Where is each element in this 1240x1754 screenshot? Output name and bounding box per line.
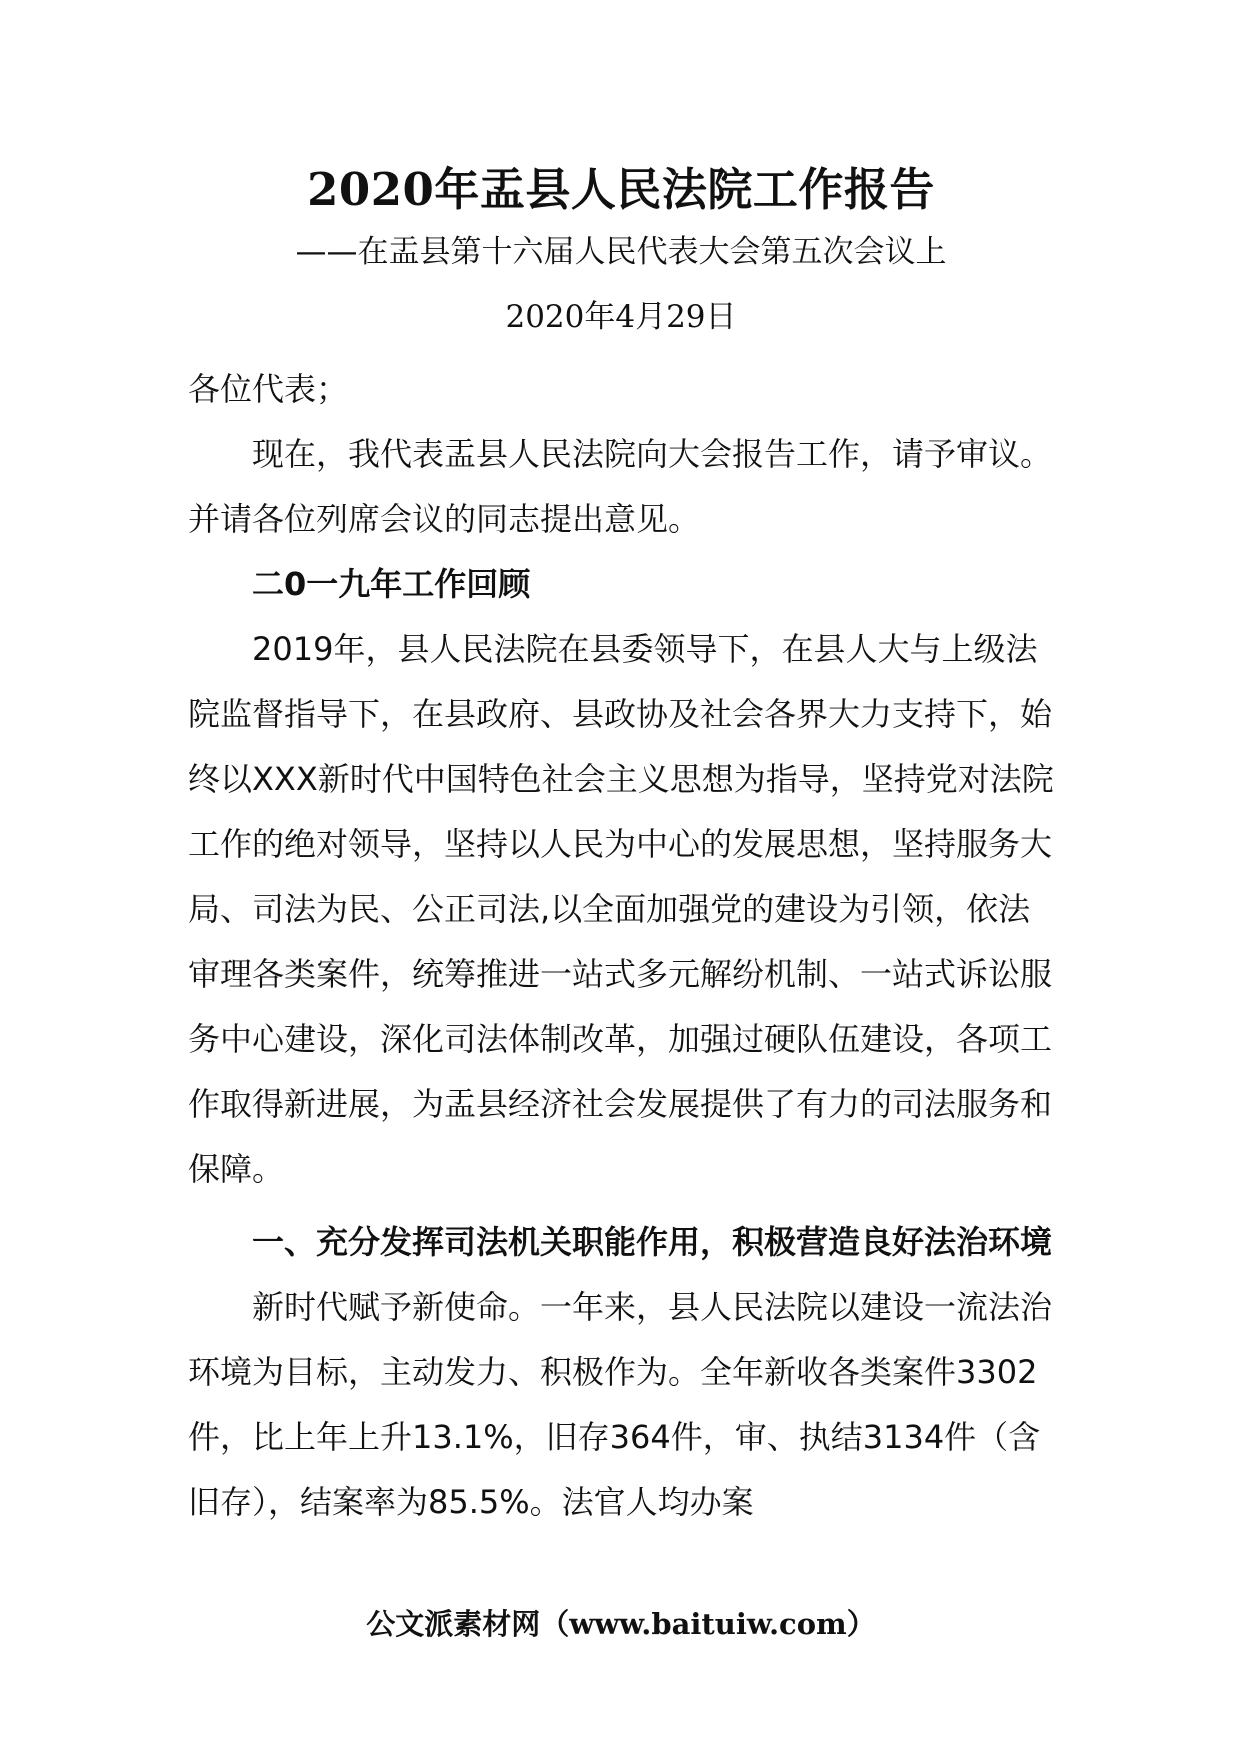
document-title: 2020年盂县人民法院工作报告 (307, 163, 935, 216)
document-date: 2020年4月29日 (505, 299, 737, 335)
review-heading: 二0一九年工作回顾 (252, 565, 531, 603)
intro-paragraph: 现在，我代表盂县人民法院向大会报告工作，请予审议。并请各位列席会议的同志提出意见。 (188, 435, 1053, 538)
section1-heading: 一、充分发挥司法机关职能作用，积极营造良好法治环境 (252, 1223, 1053, 1261)
section1-paragraph: 新时代赋予新使命。一年来，县人民法院以建设一流法治环境为目标，主动发力、积极作为。全年新收各类案件3302件，比上年上升13.1%，旧存364件，审、执结3134件（含旧存），结案率为85.5%。法官人均办案 (188, 1288, 1053, 1521)
review-paragraph: 2019年，县人民法院在县委领导下，在县人大与上级法院监督指导下，在县政府、县政协及社会各界大力支持下，始终以XXX新时代中国特色社会主义思想为指导，坚持党对法院工作的绝对领导，坚持以人民为中心的发展思想，坚持服务大局、司法为民、公正司法,以全面加强党的建设为引领，依法审理各类案件，统筹推进一站式多元解纷机制、一站式诉讼服务中心建设，深化司法体制改革，加强过硬队伍建设，各项工作取得新进展，为盂县经济社会发展提供了有力的司法服务和保障。 (188, 630, 1054, 1188)
document-body (188, 357, 1054, 1535)
footer-watermark: 公文派素材网（www.baituiw.com） (366, 1607, 876, 1641)
salutation: 各位代表； (188, 370, 349, 408)
document-page (188, 0, 1054, 1754)
document-subtitle: ——在盂县第十六届人民代表大会第五次会议上 (295, 234, 947, 270)
